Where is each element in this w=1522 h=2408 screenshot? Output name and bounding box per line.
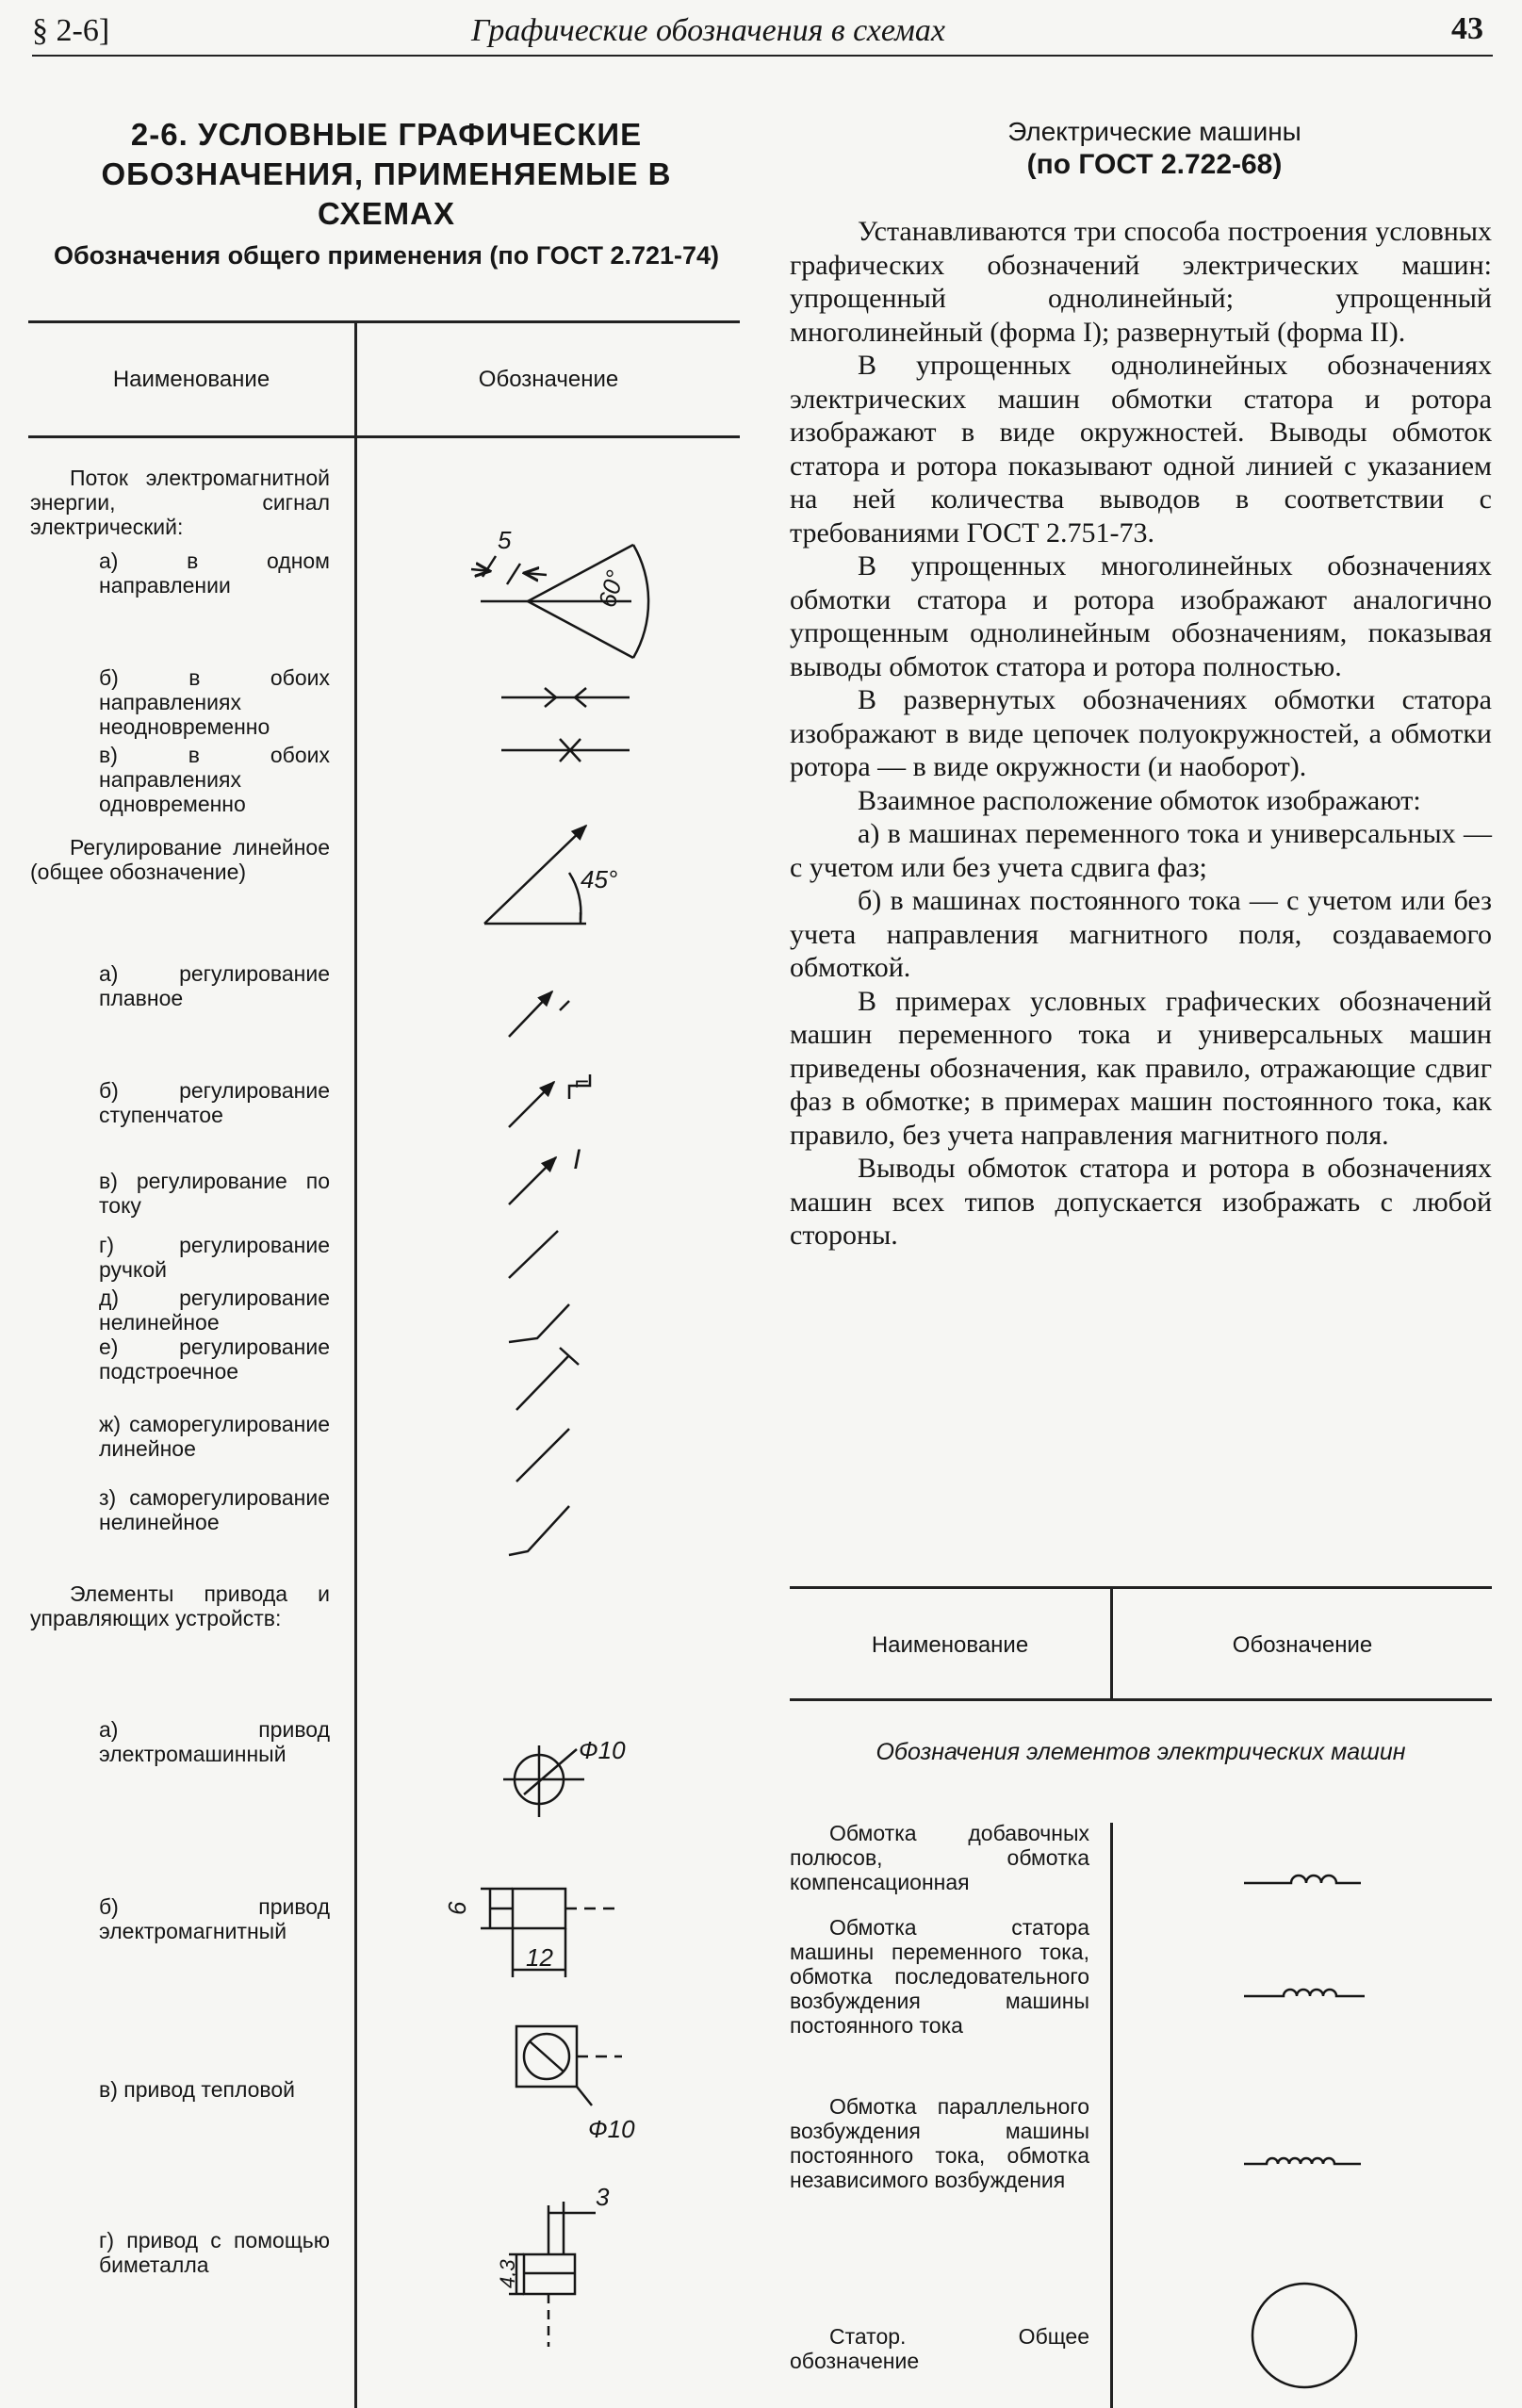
row-label-parallel-winding: Обмотка параллельного возбуждения машины постоянного тока, обмотка независимого возбуждения: [790, 2094, 1089, 2192]
row-label-smooth: а) регулирование плавное: [99, 961, 330, 1010]
dim-phi10-a: Ф10: [579, 1736, 626, 1764]
regulation-stepped-symbol: [509, 1074, 590, 1127]
running-title: Графические обозначения в схемах: [471, 13, 945, 48]
self-regulation-nonlinear-symbol: [509, 1506, 569, 1555]
dim-60: 60°: [592, 566, 630, 611]
electromachine-drive-symbol: [503, 1745, 584, 1817]
row-label-regulation: Регулирование линейное (общее обозначение): [30, 835, 330, 884]
right-table-top-rule: [790, 1586, 1492, 1589]
regulation-smooth-symbol: [509, 991, 569, 1037]
dim-12: 12: [526, 1943, 553, 1972]
stator-winding-symbol: [1244, 1990, 1365, 1996]
column-header-name: Наименование: [112, 367, 270, 392]
row-label-electromagnetic-drive: б) привод электромагнитный: [99, 1894, 330, 1943]
row-label-drive-elements: Элементы привода и управляющих устройств:: [30, 1581, 330, 1630]
paragraph: Взаимное расположение обмоток изображают:: [858, 784, 1421, 816]
row-label-self-nonlinear: з) саморегулирование нелинейное: [99, 1485, 330, 1534]
row-label-electromachine-drive: а) привод электромашинный: [99, 1717, 330, 1766]
row-label-stator-general: Статор. Общее обозначение: [790, 2324, 1089, 2373]
step-mark: ⌐: [575, 1067, 590, 1095]
regulation-nonlinear-symbol: [509, 1304, 569, 1342]
section-number: § 2-6]: [32, 13, 110, 48]
row-label-current: в) регулирование по току: [99, 1169, 330, 1218]
row-label-self-linear: ж) саморегулирование линейное: [99, 1412, 330, 1461]
machines-text: [790, 215, 1492, 1253]
right-column-header-symbol: Обозначение: [1232, 1632, 1373, 1658]
paragraph: В примерах условных графических обозначений машин переменного тока и универсальных машин приведены обозначения, как правило, отражающие сдвиг фаз в обмотке; в примерах машин постоянного тока, как правило, без учета направления магнитного поля.: [790, 985, 1492, 1151]
row-label-stepped: б) регулирование ступенчатое: [99, 1078, 330, 1127]
paragraph: В упрощенных многолинейных обозначениях обмотки статора и ротора изображают аналогично упрощенным однолинейным обозначениям, показывая выводы обмоток статора и ротора полностью.: [790, 550, 1492, 682]
row-label-thermal-drive: в) привод тепловой: [99, 2077, 296, 2102]
row-label-flow: Поток электромагнитной энергии, сигнал электрический:: [30, 466, 330, 539]
machines-heading: Электрические машины: [1007, 117, 1301, 146]
dim-4-3: 4,3: [496, 2259, 519, 2288]
paragraph: Устанавливаются три способа построения условных графических обозначений электрических машин: упрощенный однолинейный; упрощенный многолинейный (форма I); развернутый (форма II).: [790, 216, 1492, 348]
signal-both-alternate-symbol: [501, 688, 630, 707]
auxiliary-winding-symbol: [1244, 1876, 1361, 1883]
row-label-nonlinear: д) регулирование нелинейное: [99, 1286, 330, 1335]
row-label-bimetal-drive: г) привод с помощью биметалла: [99, 2228, 330, 2277]
paragraph: б) в машинах постоянного тока — с учетом или без учета направления магнитного поля, создаваемого обмоткой.: [790, 885, 1492, 983]
right-column-header-name: Наименование: [871, 1632, 1029, 1658]
table-top-rule: [28, 320, 740, 323]
row-label-both-simultaneous: в) в обоих направлениях одновременно: [99, 743, 330, 816]
regulation-handle-symbol: [509, 1231, 558, 1278]
electromagnetic-drive-symbol: [481, 1889, 622, 1977]
bimetal-drive-symbol: [509, 2202, 596, 2347]
row-label-stator-winding: Обмотка статора машины переменного тока, обмотка последовательного возбуждения машины постоянного тока: [790, 1915, 1089, 2038]
signal-one-direction-symbol: [471, 545, 648, 658]
thermal-drive-symbol: [516, 2026, 622, 2105]
row-label-both-alternate: б) в обоих направлениях неодновременно: [99, 665, 330, 739]
column-header-symbol: Обозначение: [478, 367, 619, 392]
paragraph: а) в машинах переменного тока и универсальных — с учетом или без учета сдвига фаз;: [790, 818, 1492, 883]
dim-phi10-b: Ф10: [588, 2115, 635, 2143]
regulation-general-symbol: [484, 826, 586, 924]
row-label-handle: г) регулирование ручкой: [99, 1233, 330, 1282]
machines-gost: (по ГОСТ 2.722-68): [1026, 149, 1283, 180]
right-column-divider: [1110, 1823, 1113, 2408]
subsection-title: Обозначения общего применения (по ГОСТ 2.721-74): [53, 241, 720, 270]
paragraph: Выводы обмоток статора и ротора в обозначениях машин всех типов допускается изображать с любой стороны.: [790, 1153, 1492, 1251]
dim-6: 6: [443, 1901, 471, 1915]
dim-5: 5: [498, 526, 512, 554]
machine-elements-subtitle: Обозначения элементов электрических машин: [876, 1739, 1406, 1765]
self-regulation-linear-symbol: [516, 1429, 569, 1482]
signal-both-simultaneous-symbol: [501, 739, 630, 762]
paragraph: В развернутых обозначениях обмотки статора изображают в виде цепочек полуокружностей, а обмотки ротора — в виде окружности (и наоборот).: [790, 684, 1492, 782]
page-number: 43: [1451, 11, 1483, 46]
table-header-rule: [28, 435, 740, 438]
row-label-one-direction: а) в одном направлении: [99, 549, 330, 598]
regulation-current-symbol: [509, 1157, 556, 1204]
right-table-header-rule: [790, 1698, 1492, 1701]
paragraph: В упрощенных однолинейных обозначениях электрических машин обмотки статора и ротора изображают в виде окружностей. Выводы обмоток статора и ротора показывают одной линией с указанием на ней количества выводов в соответствии с требованиями ГОСТ 2.751-73.: [790, 350, 1492, 549]
row-label-trimming: е) регулирование подстроечное: [99, 1335, 330, 1384]
row-label-auxiliary-winding: Обмотка добавочных полюсов, обмотка компенсационная: [790, 1821, 1089, 1894]
dim-3: 3: [596, 2183, 610, 2211]
dim-45: 45°: [581, 865, 618, 893]
regulation-trimming-symbol: [516, 1348, 579, 1410]
stator-general-symbol: [1252, 2284, 1356, 2387]
current-mark: I: [573, 1144, 581, 1175]
table-column-divider: [354, 320, 357, 2408]
parallel-winding-symbol: [1244, 2158, 1361, 2164]
section-title: 2-6. УСЛОВНЫЕ ГРАФИЧЕСКИЕ ОБОЗНАЧЕНИЯ, ПРИМЕНЯЕМЫЕ В СХЕМАХ: [101, 117, 672, 231]
header-rule: [32, 55, 1493, 57]
